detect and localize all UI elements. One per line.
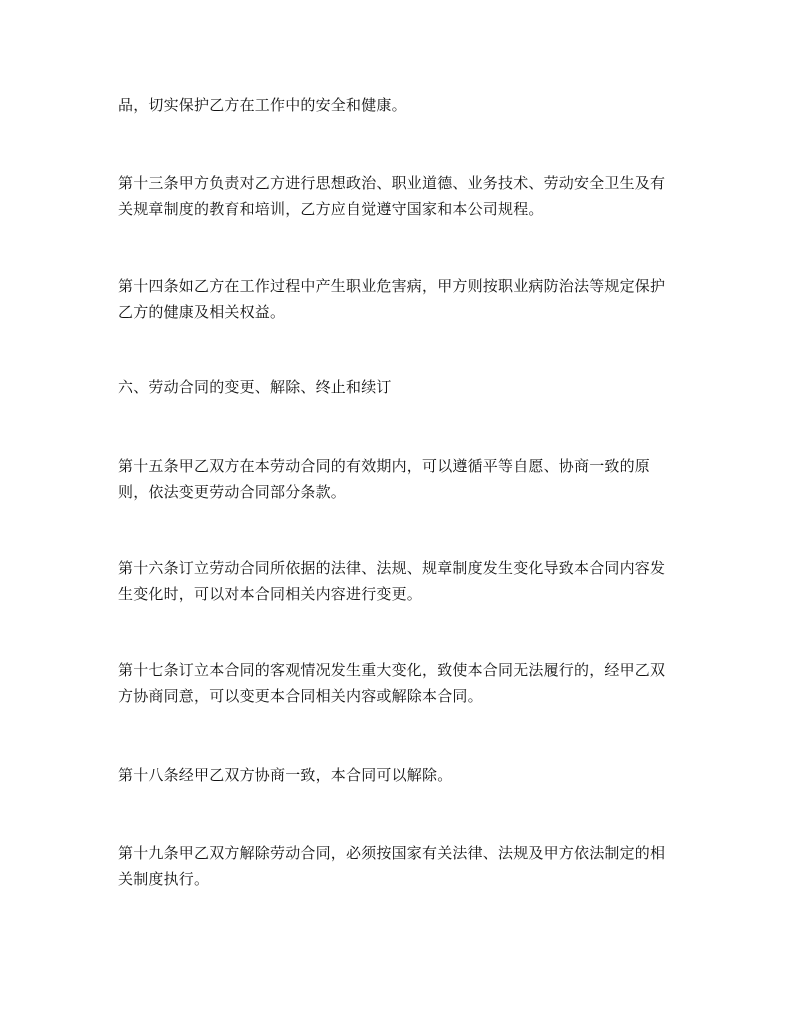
text-line: 关制度执行。 <box>118 870 210 888</box>
text-line: 第十八条经甲乙双方协商一致，本合同可以解除。 <box>118 766 453 784</box>
paragraph-article-19 <box>118 840 684 892</box>
text-line: 第十七条订立本合同的客观情况发生重大变化，致使本合同无法履行的，经甲乙双 <box>118 661 666 679</box>
text-line: 关规章制度的教育和培训，乙方应自觉遵守国家和本公司规程。 <box>118 200 544 218</box>
text-line: 第十九条甲乙双方解除劳动合同，必须按国家有关法律、法规及甲方依法制定的相 <box>118 844 666 862</box>
paragraph-article-13 <box>118 170 684 222</box>
text-line: 品，切实保护乙方在工作中的安全和健康。 <box>118 96 407 114</box>
paragraph-article-14 <box>118 273 684 325</box>
text-line: 方协商同意，可以变更本合同相关内容或解除本合同。 <box>118 687 483 705</box>
paragraph-article-17 <box>118 657 684 709</box>
text-line: 第十四条如乙方在工作过程中产生职业危害病，甲方则按职业病防治法等规定保护 <box>118 277 666 295</box>
paragraph-article-18 <box>118 762 684 788</box>
text-line: 六、劳动合同的变更、解除、终止和续订 <box>118 378 392 396</box>
section-heading <box>118 374 684 400</box>
text-line: 生变化时，可以对本合同相关内容进行变更。 <box>118 585 423 603</box>
text-line: 第十三条甲方负责对乙方进行思想政治、职业道德、业务技术、劳动安全卫生及有 <box>118 174 666 192</box>
paragraph-article-15 <box>118 453 684 505</box>
text-line: 第十六条订立劳动合同所依据的法律、法规、规章制度发生变化导致本合同内容发 <box>118 559 666 577</box>
paragraph-article-16 <box>118 555 684 607</box>
text-line: 乙方的健康及相关权益。 <box>118 303 286 321</box>
text-line: 第十五条甲乙双方在本劳动合同的有效期内，可以遵循平等自愿、协商一致的原 <box>118 457 651 475</box>
paragraph-continuation <box>118 92 684 118</box>
text-line: 则，依法变更劳动合同部分条款。 <box>118 483 347 501</box>
